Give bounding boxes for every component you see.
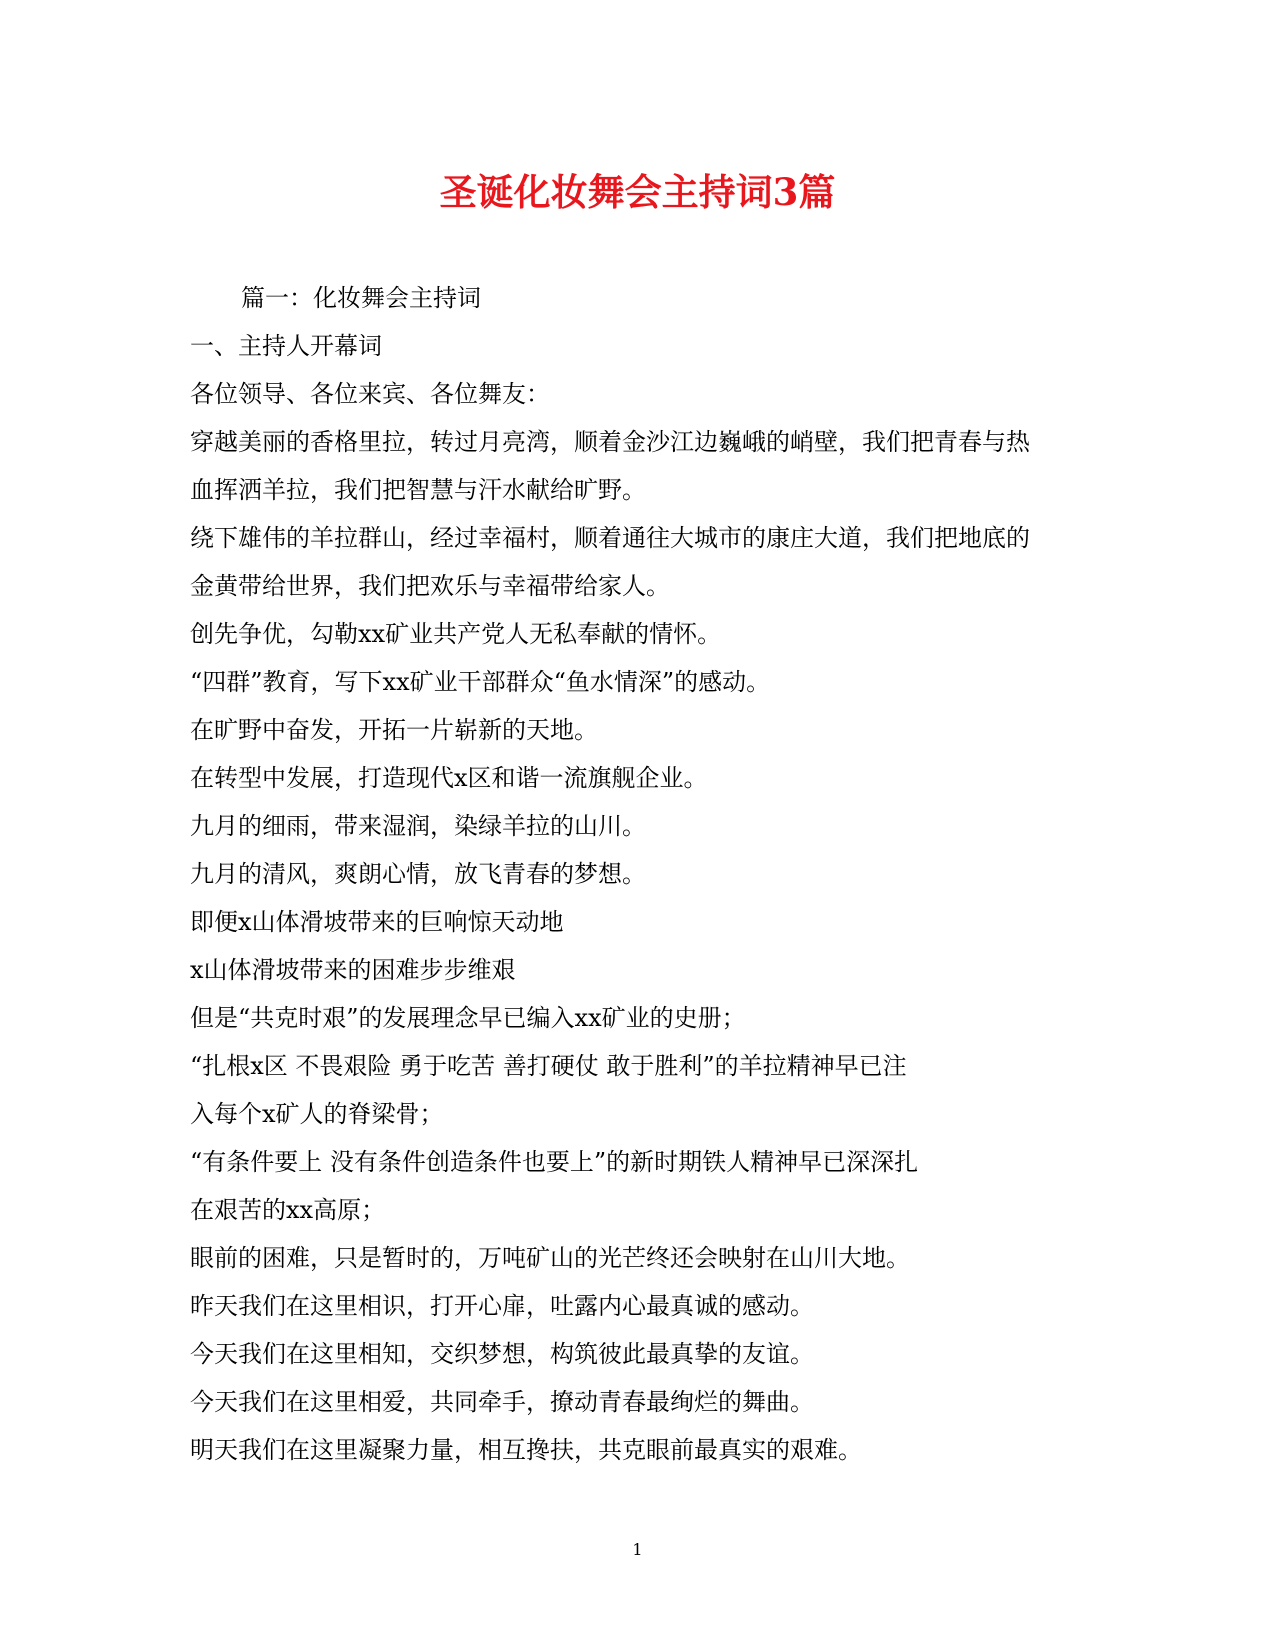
paragraph-line: 穿越美丽的香格里拉，转过月亮湾，顺着金沙江边巍峨的峭壁，我们把青春与热 (190, 428, 1030, 456)
paragraph-line: 金黄带给世界，我们把欢乐与幸福带给家人。 (190, 572, 670, 600)
paragraph-line: 各位领导、各位来宾、各位舞友： (190, 380, 550, 408)
paragraph-line: 九月的清风，爽朗心情，放飞青春的梦想。 (190, 860, 646, 888)
paragraph-line: 但是“共克时艰”的发展理念早已编入xx矿业的史册； (190, 1004, 746, 1032)
paragraph-line: 入每个x矿人的脊梁骨； (190, 1100, 444, 1128)
paragraph-line: x山体滑坡带来的困难步步维艰 (190, 956, 516, 984)
paragraph-line: 明天我们在这里凝聚力量，相互搀扶，共克眼前最真实的艰难。 (190, 1436, 862, 1464)
paragraph-line: 今天我们在这里相爱，共同牵手，撩动青春最绚烂的舞曲。 (190, 1388, 814, 1416)
paragraph-line: 在转型中发展，打造现代x区和谐一流旗舰企业。 (190, 764, 708, 792)
paragraph-line: 眼前的困难，只是暂时的，万吨矿山的光芒终还会映射在山川大地。 (190, 1244, 910, 1272)
paragraph-line: 绕下雄伟的羊拉群山，经过幸福村，顺着通往大城市的康庄大道，我们把地底的 (190, 524, 1030, 552)
paragraph-line: 创先争优，勾勒xx矿业共产党人无私奉献的情怀。 (190, 620, 722, 648)
paragraph-line: 血挥洒羊拉，我们把智慧与汗水献给旷野。 (190, 476, 646, 504)
document-title: 圣诞化妆舞会主持词3篇 (439, 170, 836, 214)
paragraph-line: 一、主持人开幕词 (190, 332, 382, 360)
document-body (190, 274, 1070, 1474)
paragraph-line: “四群”教育，写下xx矿业干部群众“鱼水情深”的感动。 (190, 668, 771, 696)
paragraph-line: 即便x山体滑坡带来的巨响惊天动地 (190, 908, 564, 936)
paragraph-line: “有条件要上 没有条件创造条件也要上”的新时期铁人精神早已深深扎 (190, 1148, 919, 1176)
paragraph-line: 昨天我们在这里相识，打开心扉，吐露内心最真诚的感动。 (190, 1292, 814, 1320)
paragraph-line: “扎根x区 不畏艰险 勇于吃苦 善打硬仗 敢于胜利”的羊拉精神早已注 (190, 1052, 907, 1080)
paragraph-line: 今天我们在这里相知，交织梦想，构筑彼此最真挚的友谊。 (190, 1340, 814, 1368)
section-heading: 篇一：化妆舞会主持词 (241, 284, 481, 312)
paragraph-line: 在旷野中奋发，开拓一片崭新的天地。 (190, 716, 598, 744)
paragraph-line: 九月的细雨，带来湿润，染绿羊拉的山川。 (190, 812, 646, 840)
page-number: 1 (632, 1540, 643, 1559)
paragraph-line: 在艰苦的xx高原； (190, 1196, 386, 1224)
